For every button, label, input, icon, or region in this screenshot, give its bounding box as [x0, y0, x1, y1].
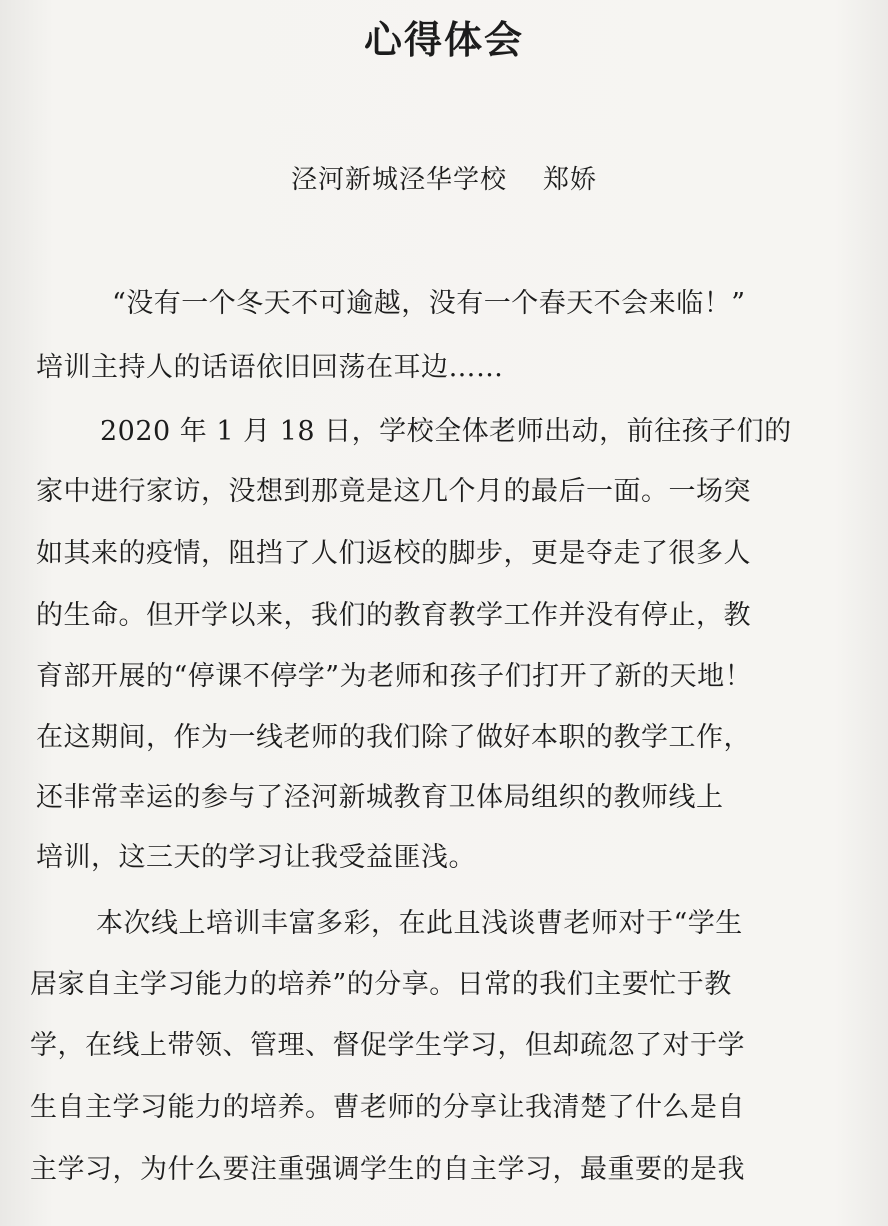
text-line-13: 学，在线上带领、管理、督促学生学习，但却疏忽了对于学	[30, 1030, 745, 1061]
text-line-9: 还非常幸运的参与了泾河新城教育卫体局组织的教师线上	[36, 782, 724, 813]
author-name: 郑娇	[543, 165, 598, 195]
school-name: 泾河新城泾华学校	[290, 165, 507, 195]
text-line-4: 家中进行家访，没想到那竟是这几个月的最后一面。一场突	[36, 476, 751, 507]
document-title: 心得体会	[363, 18, 524, 62]
text-line-12: 居家自主学习能力的培养”的分享。日常的我们主要忙于教	[30, 969, 732, 1000]
text-line-2: 培训主持人的话语依旧回荡在耳边……	[36, 352, 504, 383]
text-line-15: 主学习，为什么要注重强调学生的自主学习，最重要的是我	[30, 1154, 745, 1185]
byline	[0, 160, 888, 200]
text-line-10: 培训，这三天的学习让我受益匪浅。	[36, 842, 476, 873]
text-line-7: 育部开展的“停课不停学”为老师和孩子们打开了新的天地！	[36, 661, 753, 692]
text-line-14: 生自主学习能力的培养。曹老师的分享让我清楚了什么是自	[30, 1092, 745, 1123]
text-line-8: 在这期间，作为一线老师的我们除了做好本职的教学工作，	[36, 722, 751, 753]
text-line-11: 本次线上培训丰富多彩，在此且浅谈曹老师对于“学生	[96, 908, 743, 939]
text-line-6: 的生命。但开学以来，我们的教育教学工作并没有停止，教	[36, 600, 751, 631]
text-line-5: 如其来的疫情，阻挡了人们返校的脚步，更是夺走了很多人	[36, 538, 751, 569]
text-line-1: “没有一个冬天不可逾越，没有一个春天不会来临！”	[112, 288, 746, 319]
text-line-3: 2020 年 1 月 18 日，学校全体老师出动，前往孩子们的	[100, 416, 792, 447]
